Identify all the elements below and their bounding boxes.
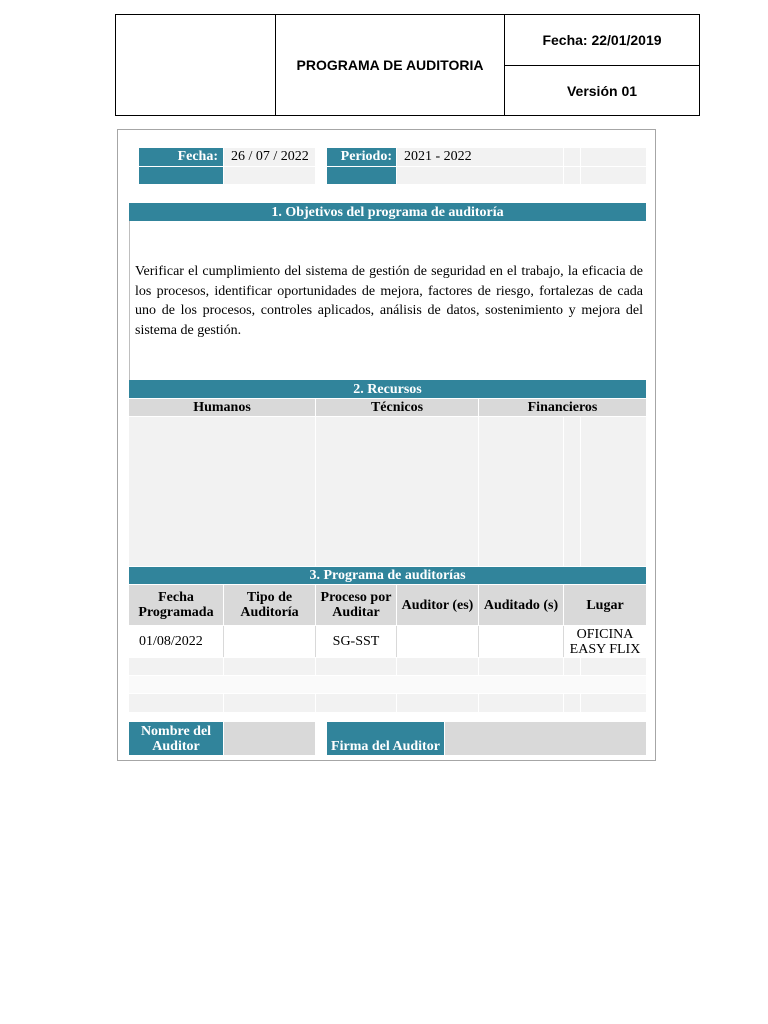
objectives-text: Verificar el cumplimiento del sistema de gestión de seguridad en el trabajo, la eficacia de los procesos, identificar oportunidades de mejora, factores de riesgo, fortalezas de cada uno de los procesos, controles aplicados, análisis de datos, sostenimiento y mejora del sistema de gestión.	[135, 264, 643, 338]
periodo-extra-cell	[564, 148, 580, 166]
section2-title: 2. Recursos	[129, 380, 646, 398]
periodo-extra-cell	[564, 167, 580, 184]
col-proceso: Proceso por Auditar	[316, 585, 396, 625]
financieros-cell[interactable]	[581, 417, 646, 566]
table-row[interactable]	[224, 694, 315, 712]
document-title: PROGRAMA DE AUDITORIA	[276, 15, 505, 115]
cell-lugar[interactable]: OFICINA EASY FLIX	[569, 626, 641, 657]
periodo-extra-cell	[581, 167, 646, 184]
spacer	[316, 722, 326, 755]
periodo-value-blank[interactable]	[397, 167, 563, 184]
document-header	[115, 14, 700, 116]
fecha-value-blank[interactable]	[224, 167, 315, 184]
firma-auditor-field[interactable]	[445, 722, 646, 755]
table-row	[129, 626, 646, 657]
periodo-value[interactable]: 2021 - 2022	[397, 148, 563, 166]
col-fecha-programada: Fecha Programada	[129, 585, 223, 625]
section1-title: 1. Objetivos del programa de auditoría	[129, 203, 646, 221]
section3-title: 3. Programa de auditorías	[129, 567, 646, 584]
objectives-box	[129, 221, 646, 380]
table-row[interactable]	[479, 658, 563, 675]
cell-fecha[interactable]: 01/08/2022	[139, 634, 203, 649]
col-lugar: Lugar	[564, 585, 646, 625]
table-row[interactable]	[564, 694, 580, 712]
col-auditado: Auditado (s)	[479, 585, 563, 625]
table-row[interactable]	[316, 658, 396, 675]
table-row[interactable]	[129, 694, 223, 712]
col-humanos: Humanos	[129, 399, 315, 416]
humanos-cell[interactable]	[129, 417, 315, 566]
fecha-value[interactable]: 26 / 07 / 2022	[224, 148, 315, 166]
firma-auditor-label: Firma del Auditor	[327, 722, 444, 755]
fecha-label-blank	[139, 167, 223, 184]
divider	[396, 626, 397, 657]
cell-tipo[interactable]	[223, 626, 224, 657]
header-date: Fecha: 22/01/2019	[505, 15, 699, 66]
table-row[interactable]	[397, 694, 478, 712]
financieros-cell[interactable]	[479, 417, 563, 566]
table-row[interactable]	[129, 658, 223, 675]
col-tipo-auditoria: Tipo de Auditoría	[224, 585, 315, 625]
header-version: Versión 01	[566, 82, 638, 99]
table-row[interactable]	[581, 694, 646, 712]
table-row[interactable]	[129, 676, 646, 693]
table-row[interactable]	[479, 694, 563, 712]
logo-cell	[116, 15, 276, 115]
table-row[interactable]	[581, 658, 646, 675]
col-tecnicos: Técnicos	[316, 399, 478, 416]
divider	[315, 626, 316, 657]
tecnicos-cell[interactable]	[316, 417, 478, 566]
table-row[interactable]	[224, 658, 315, 675]
divider	[478, 626, 479, 657]
cell-proceso[interactable]: SG-SST	[332, 634, 380, 649]
fecha-label: Fecha:	[139, 148, 223, 166]
nombre-auditor-label: Nombre del Auditor	[129, 722, 223, 755]
periodo-extra-cell	[581, 148, 646, 166]
table-row[interactable]	[564, 658, 580, 675]
periodo-label: Periodo:	[327, 148, 396, 166]
table-row[interactable]	[316, 694, 396, 712]
table-row[interactable]	[397, 658, 478, 675]
periodo-label-blank	[327, 167, 396, 184]
col-financieros: Financieros	[479, 399, 646, 416]
nombre-auditor-field[interactable]	[224, 722, 315, 755]
financieros-cell[interactable]	[564, 417, 580, 566]
col-auditor: Auditor (es)	[397, 585, 478, 625]
